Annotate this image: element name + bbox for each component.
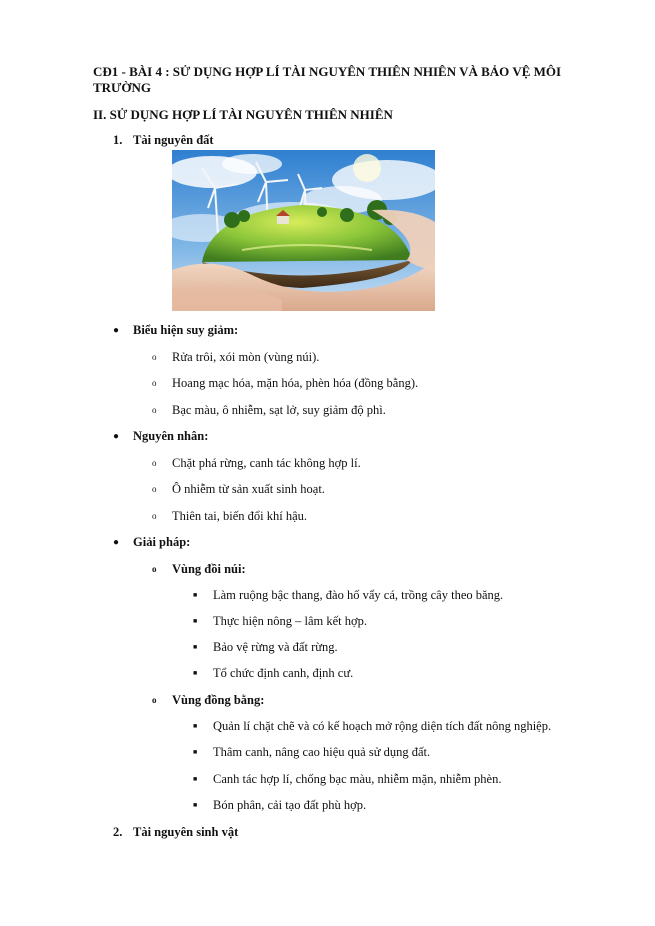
list-item [193,719,551,734]
square-bullet-marker: ■ [193,669,198,677]
list-item-text: Chặt phá rừng, canh tác không hợp lí. [172,456,361,470]
list-item [193,772,501,787]
sub-heading-text: Vùng đồi núi: [172,562,246,576]
list-item [193,640,338,655]
sub-bullet-marker: o [152,511,157,521]
heading-tai-nguyen-dat [113,133,214,148]
sub-bullet-marker: o [152,695,157,705]
square-bullet-marker: ■ [193,722,198,730]
list-item-text: Thâm canh, nâng cao hiệu quả sử dụng đất. [213,745,431,759]
sub-heading-vung-dong-bang [152,693,264,708]
bullet-label: Giải pháp: [133,535,191,549]
list-item [193,798,366,813]
list-item [152,482,325,497]
section-heading: II. SỬ DỤNG HỢP LÍ TÀI NGUYÊN THIÊN NHIÊN [93,107,393,122]
earth-in-hands-image [172,150,435,311]
bullet-label: Nguyên nhân: [133,429,209,443]
list-item [152,509,307,524]
page-title: CĐ1 - BÀI 4 : SỬ DỤNG HỢP LÍ TÀI NGUYÊN THIÊN NHIÊN VÀ BẢO VỆ MÔI TRƯỜNG [93,64,562,95]
sub-bullet-marker: o [152,405,157,415]
square-bullet-marker: ■ [193,643,198,651]
list-item-text: Canh tác hợp lí, chống bạc màu, nhiễm mặn, nhiễm phèn. [213,772,502,786]
bullet-giai-phap [113,535,190,550]
list-item-text: Ô nhiễm từ sản xuất sinh hoạt. [172,482,325,496]
list-item [193,745,430,760]
heading-number: 2. [113,825,123,839]
list-item-text: Quản lí chặt chẽ và có kế hoạch mở rộng diện tích đất nông nghiệp. [213,719,552,733]
sub-bullet-marker: o [152,352,157,362]
list-item-text: Bạc màu, ô nhiễm, sạt lở, suy giảm độ phì. [172,403,386,417]
heading-text: Tài nguyên sinh vật [133,825,239,839]
list-item [152,456,361,471]
list-item-text: Tổ chức định canh, định cư. [213,666,354,680]
list-item-text: Bảo vệ rừng và đất rừng. [213,640,338,654]
list-item [152,350,319,365]
bullet-marker: ● [113,431,120,442]
sub-bullet-marker: o [152,458,157,468]
square-bullet-marker: ■ [193,801,198,809]
sub-heading-vung-doi-nui [152,562,246,577]
heading-tai-nguyen-sinh-vat [113,825,238,840]
list-item-text: Hoang mạc hóa, mặn hóa, phèn hóa (đồng bằng). [172,376,419,390]
list-item [152,376,418,391]
square-bullet-marker: ■ [193,591,198,599]
heading-text: Tài nguyên đất [133,133,214,147]
heading-number: 1. [113,133,123,147]
list-item [152,403,386,418]
sub-bullet-marker: o [152,378,157,388]
square-bullet-marker: ■ [193,748,198,756]
bullet-bieu-hien-suy-giam [113,323,238,338]
sub-bullet-marker: o [152,484,157,494]
list-item-text: Thiên tai, biến đổi khí hậu. [172,509,308,523]
square-bullet-marker: ■ [193,617,198,625]
square-bullet-marker: ■ [193,775,198,783]
list-item-text: Bón phân, cải tạo đất phù hợp. [213,798,367,812]
bullet-marker: ● [113,537,120,548]
list-item [193,614,367,629]
list-item-text: Thực hiện nông – lâm kết hợp. [213,614,367,628]
bullet-label: Biểu hiện suy giảm: [133,323,239,337]
sub-bullet-marker: o [152,564,157,574]
list-item [193,666,353,681]
bullet-marker: ● [113,325,120,336]
list-item [193,588,503,603]
sub-heading-text: Vùng đồng bằng: [172,693,265,707]
earth-in-hands-illustration [172,150,435,311]
list-item-text: Làm ruộng bậc thang, đào hố vẩy cá, trồng cây theo băng. [213,588,504,602]
bullet-nguyen-nhan [113,429,208,444]
list-item-text: Rửa trôi, xói mòn (vùng núi). [172,350,320,364]
